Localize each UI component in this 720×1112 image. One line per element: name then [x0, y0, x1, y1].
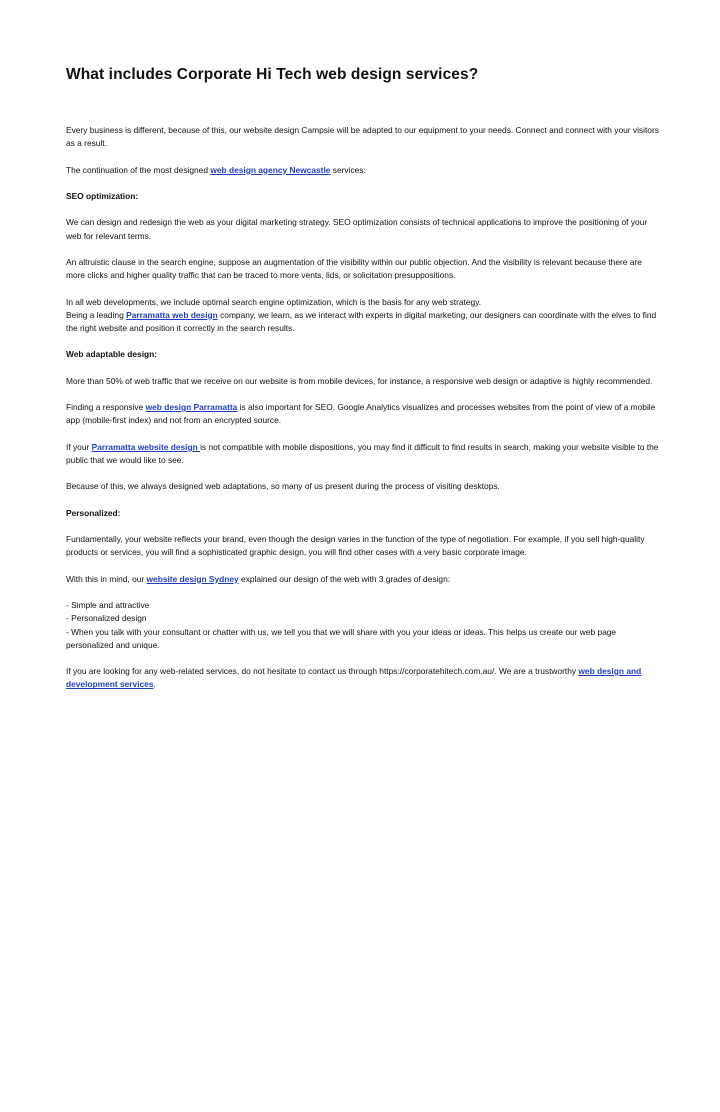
paragraph-text: company, we learn, as we interact with experts in digital marketing, our designers can coordinate with the elves to find the right website and position it correctly in the search results.	[66, 309, 657, 333]
link-website-design-sydney[interactable]: website design Sydney	[146, 573, 239, 584]
intro-paragraph: Every business is different, because of this, our website design Campsie will be adapted to our equipment to your needs. Connect and connect with your visitors as a result.	[66, 125, 659, 149]
link-parramatta-web-design[interactable]: Parramatta web design	[126, 309, 218, 320]
link-web-design-and-development-services[interactable]: web design and development services	[66, 666, 642, 690]
adaptable-paragraph-1: More than 50% of web traffic that we receive on our website is from mobile devices, for instance, a responsive web design or adaptive is highly recommended.	[66, 375, 653, 386]
personalized-heading: Personalized:	[66, 507, 121, 518]
seo-heading: SEO optimization:	[66, 190, 139, 201]
link-web-design-parramatta[interactable]: web design Parramatta	[145, 402, 238, 413]
seo-paragraph-4	[66, 309, 660, 335]
link-parramatta-website-design[interactable]: Parramatta website design	[91, 441, 201, 452]
link-web-design-agency-newcastle[interactable]: web design agency Newcastle	[210, 164, 331, 175]
paragraph-text: If you are looking for any web-related services, do not hesitate to contact us through https://corporatehitech.com.au/. We are a trustworthy	[66, 666, 579, 677]
adaptable-heading: Web adaptable design:	[66, 349, 158, 360]
list-item: - Simple and attractive	[66, 600, 150, 611]
continuation-paragraph	[66, 164, 660, 177]
paragraph-text: is also important for SEO. Google Analytics visualizes and processes websites from the point of view of a mobile app (mobile-first index) and not from an encrypted source.	[66, 402, 656, 426]
page-title: What includes Corporate Hi Tech web design services?	[66, 66, 479, 83]
adaptable-paragraph-2	[66, 401, 660, 427]
paragraph-text: Being a leading	[66, 309, 127, 320]
adaptable-paragraph-3	[66, 441, 660, 467]
list-item: - Personalized design	[66, 613, 147, 624]
seo-paragraph-3: In all web developments, we include optimal search engine optimization, which is the basis for any web strategy.	[66, 296, 482, 307]
paragraph-text: Finding a responsive	[66, 402, 146, 413]
paragraph-text: explained our design of the web with 3 grades of design:	[238, 573, 451, 584]
paragraph-text: services:	[330, 164, 366, 175]
closing-paragraph	[66, 665, 660, 691]
personalized-paragraph-1: Fundamentally, your website reflects your brand, even though the design varies in the function of the type of negotiation. For example, if you sell high-quality products or services, you will find a sophisticated graphic design, you will find other cases with a very basic corporate image.	[66, 534, 645, 558]
adaptable-paragraph-4: Because of this, we always designed web adaptations, so many of us present during the process of visiting desktops.	[66, 481, 500, 492]
seo-paragraph-2: An altruistic clause in the search engine, suppose an augmentation of the visibility within our public objection. And the visibility is relevant because there are more clicks and higher quality traffic that can be traced to more vents, lids, or solicitation presuppositions.	[66, 256, 642, 281]
paragraph-text: With this in mind, our	[66, 573, 147, 584]
paragraph-text: The continuation of the most designed	[66, 164, 211, 175]
list-item: - When you talk with your consultant or chatter with us, we tell you that we will share with you your ideas or ideas. This helps us create our web page personalized and unique.	[66, 626, 617, 650]
paragraph-text: .	[153, 679, 156, 690]
personalized-paragraph-2	[66, 573, 660, 586]
paragraph-text: is not compatible with mobile dispositions, you may find it difficult to find results in search, making your website visible to the public that we would like to see.	[66, 441, 659, 465]
paragraph-text: If your	[66, 441, 92, 452]
seo-paragraph-1: We can design and redesign the web as your digital marketing strategy. SEO optimization consists of technical applications to improve the positioning of your web for relevant terms.	[66, 217, 648, 241]
